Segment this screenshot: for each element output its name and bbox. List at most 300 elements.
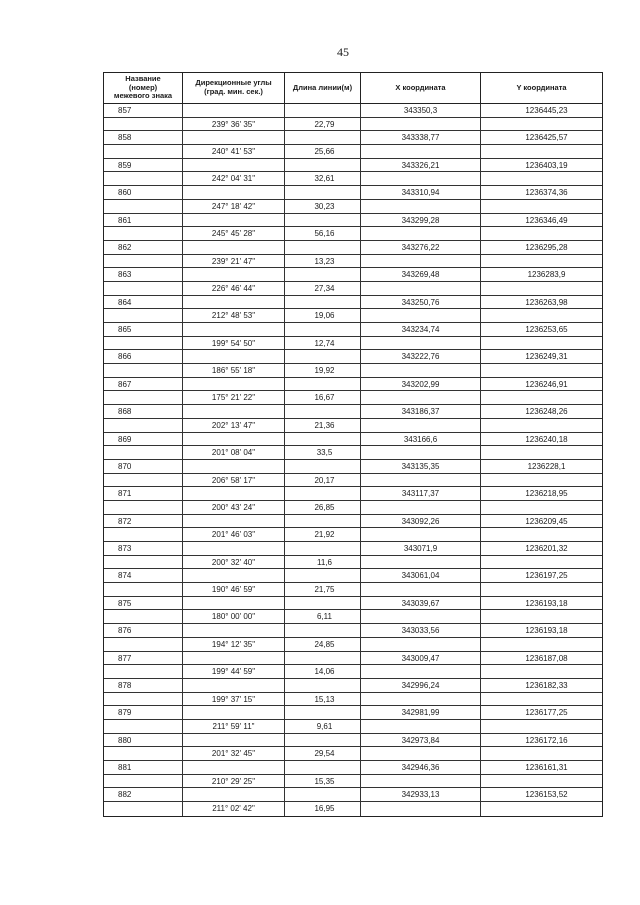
mark-number: 859: [104, 159, 183, 173]
empty-cell: [285, 104, 361, 118]
table-body: [104, 104, 602, 816]
empty-cell: [361, 583, 481, 597]
mark-row: [104, 515, 602, 529]
direction-angle: 210° 29' 25": [183, 775, 285, 789]
segment-row: [104, 364, 602, 378]
direction-angle: 226° 46' 44": [183, 282, 285, 296]
empty-cell: [285, 186, 361, 200]
direction-angle: 211° 59' 11": [183, 720, 285, 734]
header-y-coordinate-text: Y координата: [516, 82, 567, 92]
segment-row: [104, 775, 602, 789]
line-length: 19,92: [285, 364, 361, 378]
y-coordinate: 1236161,31: [481, 761, 602, 775]
direction-angle: 202° 13' 47": [183, 419, 285, 433]
empty-cell: [481, 227, 602, 241]
segment-row: [104, 556, 602, 570]
y-coordinate: 1236193,18: [481, 597, 602, 611]
segment-row: [104, 337, 602, 351]
empty-cell: [285, 378, 361, 392]
empty-cell: [285, 542, 361, 556]
segment-row: [104, 747, 602, 761]
empty-cell: [361, 227, 481, 241]
empty-cell: [183, 131, 285, 145]
y-coordinate: 1236248,26: [481, 405, 602, 419]
line-length: 11,6: [285, 556, 361, 570]
empty-cell: [361, 775, 481, 789]
empty-cell: [361, 556, 481, 570]
empty-cell: [481, 255, 602, 269]
direction-angle: 200° 43' 24": [183, 501, 285, 515]
header-x-coordinate-text: X координата: [395, 82, 446, 92]
empty-cell: [361, 282, 481, 296]
mark-row: [104, 679, 602, 693]
empty-cell: [285, 788, 361, 802]
x-coordinate: 343234,74: [361, 323, 481, 337]
empty-cell: [285, 296, 361, 310]
empty-cell: [481, 775, 602, 789]
segment-row: [104, 282, 602, 296]
line-length: 56,16: [285, 227, 361, 241]
empty-cell: [183, 268, 285, 282]
segment-row: [104, 474, 602, 488]
empty-cell: [285, 131, 361, 145]
y-coordinate: 1236403,19: [481, 159, 602, 173]
empty-cell: [481, 337, 602, 351]
line-length: 12,74: [285, 337, 361, 351]
segment-row: [104, 693, 602, 707]
direction-angle: 201° 08' 04": [183, 446, 285, 460]
mark-row: [104, 214, 602, 228]
mark-number: 869: [104, 433, 183, 447]
empty-cell: [361, 200, 481, 214]
direction-angle: 247° 18' 42": [183, 200, 285, 214]
empty-cell: [361, 145, 481, 159]
direction-angle: 190° 46' 59": [183, 583, 285, 597]
mark-row: [104, 350, 602, 364]
y-coordinate: 1236153,52: [481, 788, 602, 802]
empty-cell: [481, 528, 602, 542]
mark-row: [104, 788, 602, 802]
empty-cell: [361, 638, 481, 652]
direction-angle: 239° 21' 47": [183, 255, 285, 269]
mark-number: 863: [104, 268, 183, 282]
direction-angle: 180° 00' 00": [183, 610, 285, 624]
empty-cell: [104, 337, 183, 351]
x-coordinate: 342973,84: [361, 734, 481, 748]
empty-cell: [361, 255, 481, 269]
empty-cell: [183, 214, 285, 228]
mark-number: 865: [104, 323, 183, 337]
direction-angle: 245° 45' 28": [183, 227, 285, 241]
y-coordinate: 1236246,91: [481, 378, 602, 392]
mark-row: [104, 378, 602, 392]
direction-angle: 240° 41' 53": [183, 145, 285, 159]
empty-cell: [285, 460, 361, 474]
empty-cell: [481, 145, 602, 159]
x-coordinate: 342933,13: [361, 788, 481, 802]
x-coordinate: 343202,99: [361, 378, 481, 392]
empty-cell: [285, 214, 361, 228]
y-coordinate: 1236187,08: [481, 652, 602, 666]
header-line-length-text: Длина линии(м): [292, 82, 353, 92]
line-length: 32,61: [285, 172, 361, 186]
empty-cell: [183, 597, 285, 611]
segment-row: [104, 583, 602, 597]
mark-row: [104, 652, 602, 666]
y-coordinate: 1236182,33: [481, 679, 602, 693]
header-direction-angles-line: Дирекционные углы: [195, 78, 272, 88]
empty-cell: [361, 309, 481, 323]
mark-row: [104, 542, 602, 556]
direction-angle: 239° 36' 35": [183, 118, 285, 132]
mark-row: [104, 186, 602, 200]
line-length: 24,85: [285, 638, 361, 652]
mark-number: 874: [104, 569, 183, 583]
mark-number: 867: [104, 378, 183, 392]
segment-row: [104, 720, 602, 734]
mark-number: 866: [104, 350, 183, 364]
line-length: 6,11: [285, 610, 361, 624]
empty-cell: [183, 433, 285, 447]
empty-cell: [481, 446, 602, 460]
mark-row: [104, 131, 602, 145]
mark-row: [104, 104, 602, 118]
header-direction-angles: [183, 73, 285, 103]
mark-number: 877: [104, 652, 183, 666]
empty-cell: [481, 583, 602, 597]
mark-row: [104, 487, 602, 501]
header-direction-angles-line: (град. мин. сек.): [204, 87, 263, 96]
y-coordinate: 1236346,49: [481, 214, 602, 228]
empty-cell: [285, 433, 361, 447]
line-length: 16,67: [285, 391, 361, 405]
segment-row: [104, 446, 602, 460]
x-coordinate: 342946,36: [361, 761, 481, 775]
mark-number: 871: [104, 487, 183, 501]
segment-row: [104, 802, 602, 816]
y-coordinate: 1236240,18: [481, 433, 602, 447]
direction-angle: 199° 44' 59": [183, 665, 285, 679]
empty-cell: [361, 337, 481, 351]
x-coordinate: 343350,3: [361, 104, 481, 118]
x-coordinate: 342996,24: [361, 679, 481, 693]
empty-cell: [361, 720, 481, 734]
mark-number: 860: [104, 186, 183, 200]
empty-cell: [285, 487, 361, 501]
empty-cell: [481, 474, 602, 488]
y-coordinate: 1236197,25: [481, 569, 602, 583]
header-y-coordinate: [481, 73, 602, 103]
empty-cell: [183, 624, 285, 638]
y-coordinate: 1236374,36: [481, 186, 602, 200]
x-coordinate: 343186,37: [361, 405, 481, 419]
x-coordinate: 343071,9: [361, 542, 481, 556]
x-coordinate: 343039,67: [361, 597, 481, 611]
mark-number: 878: [104, 679, 183, 693]
empty-cell: [104, 638, 183, 652]
line-length: 13,23: [285, 255, 361, 269]
empty-cell: [285, 323, 361, 337]
empty-cell: [481, 610, 602, 624]
empty-cell: [104, 200, 183, 214]
segment-row: [104, 419, 602, 433]
direction-angle: 175° 21' 22": [183, 391, 285, 405]
empty-cell: [104, 172, 183, 186]
line-length: 14,06: [285, 665, 361, 679]
empty-cell: [481, 720, 602, 734]
empty-cell: [481, 747, 602, 761]
direction-angle: 206° 58' 17": [183, 474, 285, 488]
empty-cell: [285, 597, 361, 611]
empty-cell: [104, 775, 183, 789]
empty-cell: [104, 556, 183, 570]
direction-angle: 200° 32' 40": [183, 556, 285, 570]
x-coordinate: 343276,22: [361, 241, 481, 255]
empty-cell: [183, 460, 285, 474]
x-coordinate: 343135,35: [361, 460, 481, 474]
line-length: 25,66: [285, 145, 361, 159]
empty-cell: [104, 528, 183, 542]
empty-cell: [183, 323, 285, 337]
empty-cell: [285, 159, 361, 173]
empty-cell: [361, 364, 481, 378]
segment-row: [104, 255, 602, 269]
empty-cell: [104, 610, 183, 624]
empty-cell: [481, 665, 602, 679]
empty-cell: [481, 364, 602, 378]
line-length: 15,13: [285, 693, 361, 707]
empty-cell: [285, 569, 361, 583]
header-mark-name-line: (номер): [128, 82, 158, 92]
empty-cell: [104, 364, 183, 378]
empty-cell: [183, 652, 285, 666]
empty-cell: [481, 693, 602, 707]
y-coordinate: 1236295,28: [481, 241, 602, 255]
empty-cell: [104, 419, 183, 433]
x-coordinate: 343269,48: [361, 268, 481, 282]
empty-cell: [104, 282, 183, 296]
empty-cell: [361, 118, 481, 132]
segment-row: [104, 665, 602, 679]
mark-number: 880: [104, 734, 183, 748]
empty-cell: [285, 706, 361, 720]
empty-cell: [183, 487, 285, 501]
empty-cell: [183, 569, 285, 583]
direction-angle: 201° 46' 03": [183, 528, 285, 542]
mark-row: [104, 624, 602, 638]
empty-cell: [183, 241, 285, 255]
empty-cell: [361, 693, 481, 707]
empty-cell: [481, 200, 602, 214]
x-coordinate: 343299,28: [361, 214, 481, 228]
line-length: 22,79: [285, 118, 361, 132]
y-coordinate: 1236177,25: [481, 706, 602, 720]
mark-number: 870: [104, 460, 183, 474]
empty-cell: [104, 227, 183, 241]
mark-number: 873: [104, 542, 183, 556]
direction-angle: 212° 48' 53": [183, 309, 285, 323]
line-length: 21,75: [285, 583, 361, 597]
empty-cell: [285, 241, 361, 255]
empty-cell: [183, 706, 285, 720]
mark-number: 876: [104, 624, 183, 638]
direction-angle: 199° 37' 15": [183, 693, 285, 707]
segment-row: [104, 200, 602, 214]
empty-cell: [285, 268, 361, 282]
x-coordinate: 343222,76: [361, 350, 481, 364]
empty-cell: [481, 118, 602, 132]
empty-cell: [285, 405, 361, 419]
empty-cell: [183, 296, 285, 310]
boundary-marks-table: [103, 72, 603, 817]
line-length: 33,5: [285, 446, 361, 460]
mark-row: [104, 296, 602, 310]
mark-row: [104, 460, 602, 474]
empty-cell: [183, 104, 285, 118]
line-length: 29,54: [285, 747, 361, 761]
line-length: 16,95: [285, 802, 361, 816]
direction-angle: 194° 12' 35": [183, 638, 285, 652]
x-coordinate: 343250,76: [361, 296, 481, 310]
empty-cell: [183, 679, 285, 693]
empty-cell: [183, 788, 285, 802]
empty-cell: [361, 802, 481, 816]
empty-cell: [481, 556, 602, 570]
mark-row: [104, 323, 602, 337]
mark-number: 872: [104, 515, 183, 529]
x-coordinate: 343009,47: [361, 652, 481, 666]
x-coordinate: 343326,21: [361, 159, 481, 173]
empty-cell: [285, 761, 361, 775]
empty-cell: [361, 747, 481, 761]
y-coordinate: 1236445,23: [481, 104, 602, 118]
direction-angle: 211° 02' 42": [183, 802, 285, 816]
empty-cell: [104, 309, 183, 323]
empty-cell: [104, 802, 183, 816]
mark-number: 868: [104, 405, 183, 419]
x-coordinate: 343166,6: [361, 433, 481, 447]
direction-angle: 186° 55' 18": [183, 364, 285, 378]
empty-cell: [285, 734, 361, 748]
empty-cell: [183, 186, 285, 200]
x-coordinate: 343092,26: [361, 515, 481, 529]
empty-cell: [183, 734, 285, 748]
mark-number: 864: [104, 296, 183, 310]
y-coordinate: 1236218,95: [481, 487, 602, 501]
mark-row: [104, 241, 602, 255]
segment-row: [104, 391, 602, 405]
y-coordinate: 1236425,57: [481, 131, 602, 145]
empty-cell: [183, 761, 285, 775]
segment-row: [104, 501, 602, 515]
empty-cell: [361, 391, 481, 405]
empty-cell: [481, 638, 602, 652]
empty-cell: [481, 282, 602, 296]
mark-row: [104, 405, 602, 419]
mark-number: 881: [104, 761, 183, 775]
empty-cell: [104, 446, 183, 460]
empty-cell: [361, 172, 481, 186]
segment-row: [104, 145, 602, 159]
empty-cell: [285, 652, 361, 666]
mark-number: 882: [104, 788, 183, 802]
y-coordinate: 1236172,16: [481, 734, 602, 748]
y-coordinate: 1236253,65: [481, 323, 602, 337]
header-mark-name-line: Название: [125, 74, 161, 84]
empty-cell: [104, 583, 183, 597]
mark-number: 861: [104, 214, 183, 228]
empty-cell: [104, 118, 183, 132]
line-length: 19,06: [285, 309, 361, 323]
mark-row: [104, 268, 602, 282]
empty-cell: [183, 159, 285, 173]
empty-cell: [285, 350, 361, 364]
empty-cell: [104, 720, 183, 734]
segment-row: [104, 638, 602, 652]
empty-cell: [183, 515, 285, 529]
segment-row: [104, 172, 602, 186]
mark-row: [104, 159, 602, 173]
direction-angle: 201° 32' 45": [183, 747, 285, 761]
empty-cell: [104, 747, 183, 761]
empty-cell: [104, 255, 183, 269]
mark-number: 875: [104, 597, 183, 611]
line-length: 27,34: [285, 282, 361, 296]
mark-row: [104, 597, 602, 611]
empty-cell: [285, 679, 361, 693]
direction-angle: 242° 04' 31": [183, 172, 285, 186]
empty-cell: [481, 419, 602, 433]
segment-row: [104, 309, 602, 323]
mark-number: 858: [104, 131, 183, 145]
empty-cell: [361, 474, 481, 488]
segment-row: [104, 227, 602, 241]
x-coordinate: 343033,56: [361, 624, 481, 638]
mark-number: 857: [104, 104, 183, 118]
empty-cell: [481, 172, 602, 186]
x-coordinate: 342981,99: [361, 706, 481, 720]
y-coordinate: 1236263,98: [481, 296, 602, 310]
y-coordinate: 1236249,31: [481, 350, 602, 364]
mark-number: 879: [104, 706, 183, 720]
x-coordinate: 343310,94: [361, 186, 481, 200]
empty-cell: [361, 528, 481, 542]
direction-angle: 199° 54' 50": [183, 337, 285, 351]
line-length: 30,23: [285, 200, 361, 214]
empty-cell: [104, 391, 183, 405]
empty-cell: [285, 515, 361, 529]
mark-number: 862: [104, 241, 183, 255]
mark-row: [104, 433, 602, 447]
empty-cell: [481, 391, 602, 405]
empty-cell: [183, 378, 285, 392]
header-mark-name: [104, 73, 183, 103]
line-length: 15,35: [285, 775, 361, 789]
empty-cell: [183, 542, 285, 556]
empty-cell: [104, 145, 183, 159]
segment-row: [104, 528, 602, 542]
page-number: 45: [337, 45, 349, 59]
line-length: 26,85: [285, 501, 361, 515]
mark-row: [104, 706, 602, 720]
empty-cell: [361, 501, 481, 515]
table-header: [104, 73, 602, 104]
empty-cell: [481, 802, 602, 816]
mark-row: [104, 761, 602, 775]
empty-cell: [183, 350, 285, 364]
line-length: 21,36: [285, 419, 361, 433]
line-length: 21,92: [285, 528, 361, 542]
